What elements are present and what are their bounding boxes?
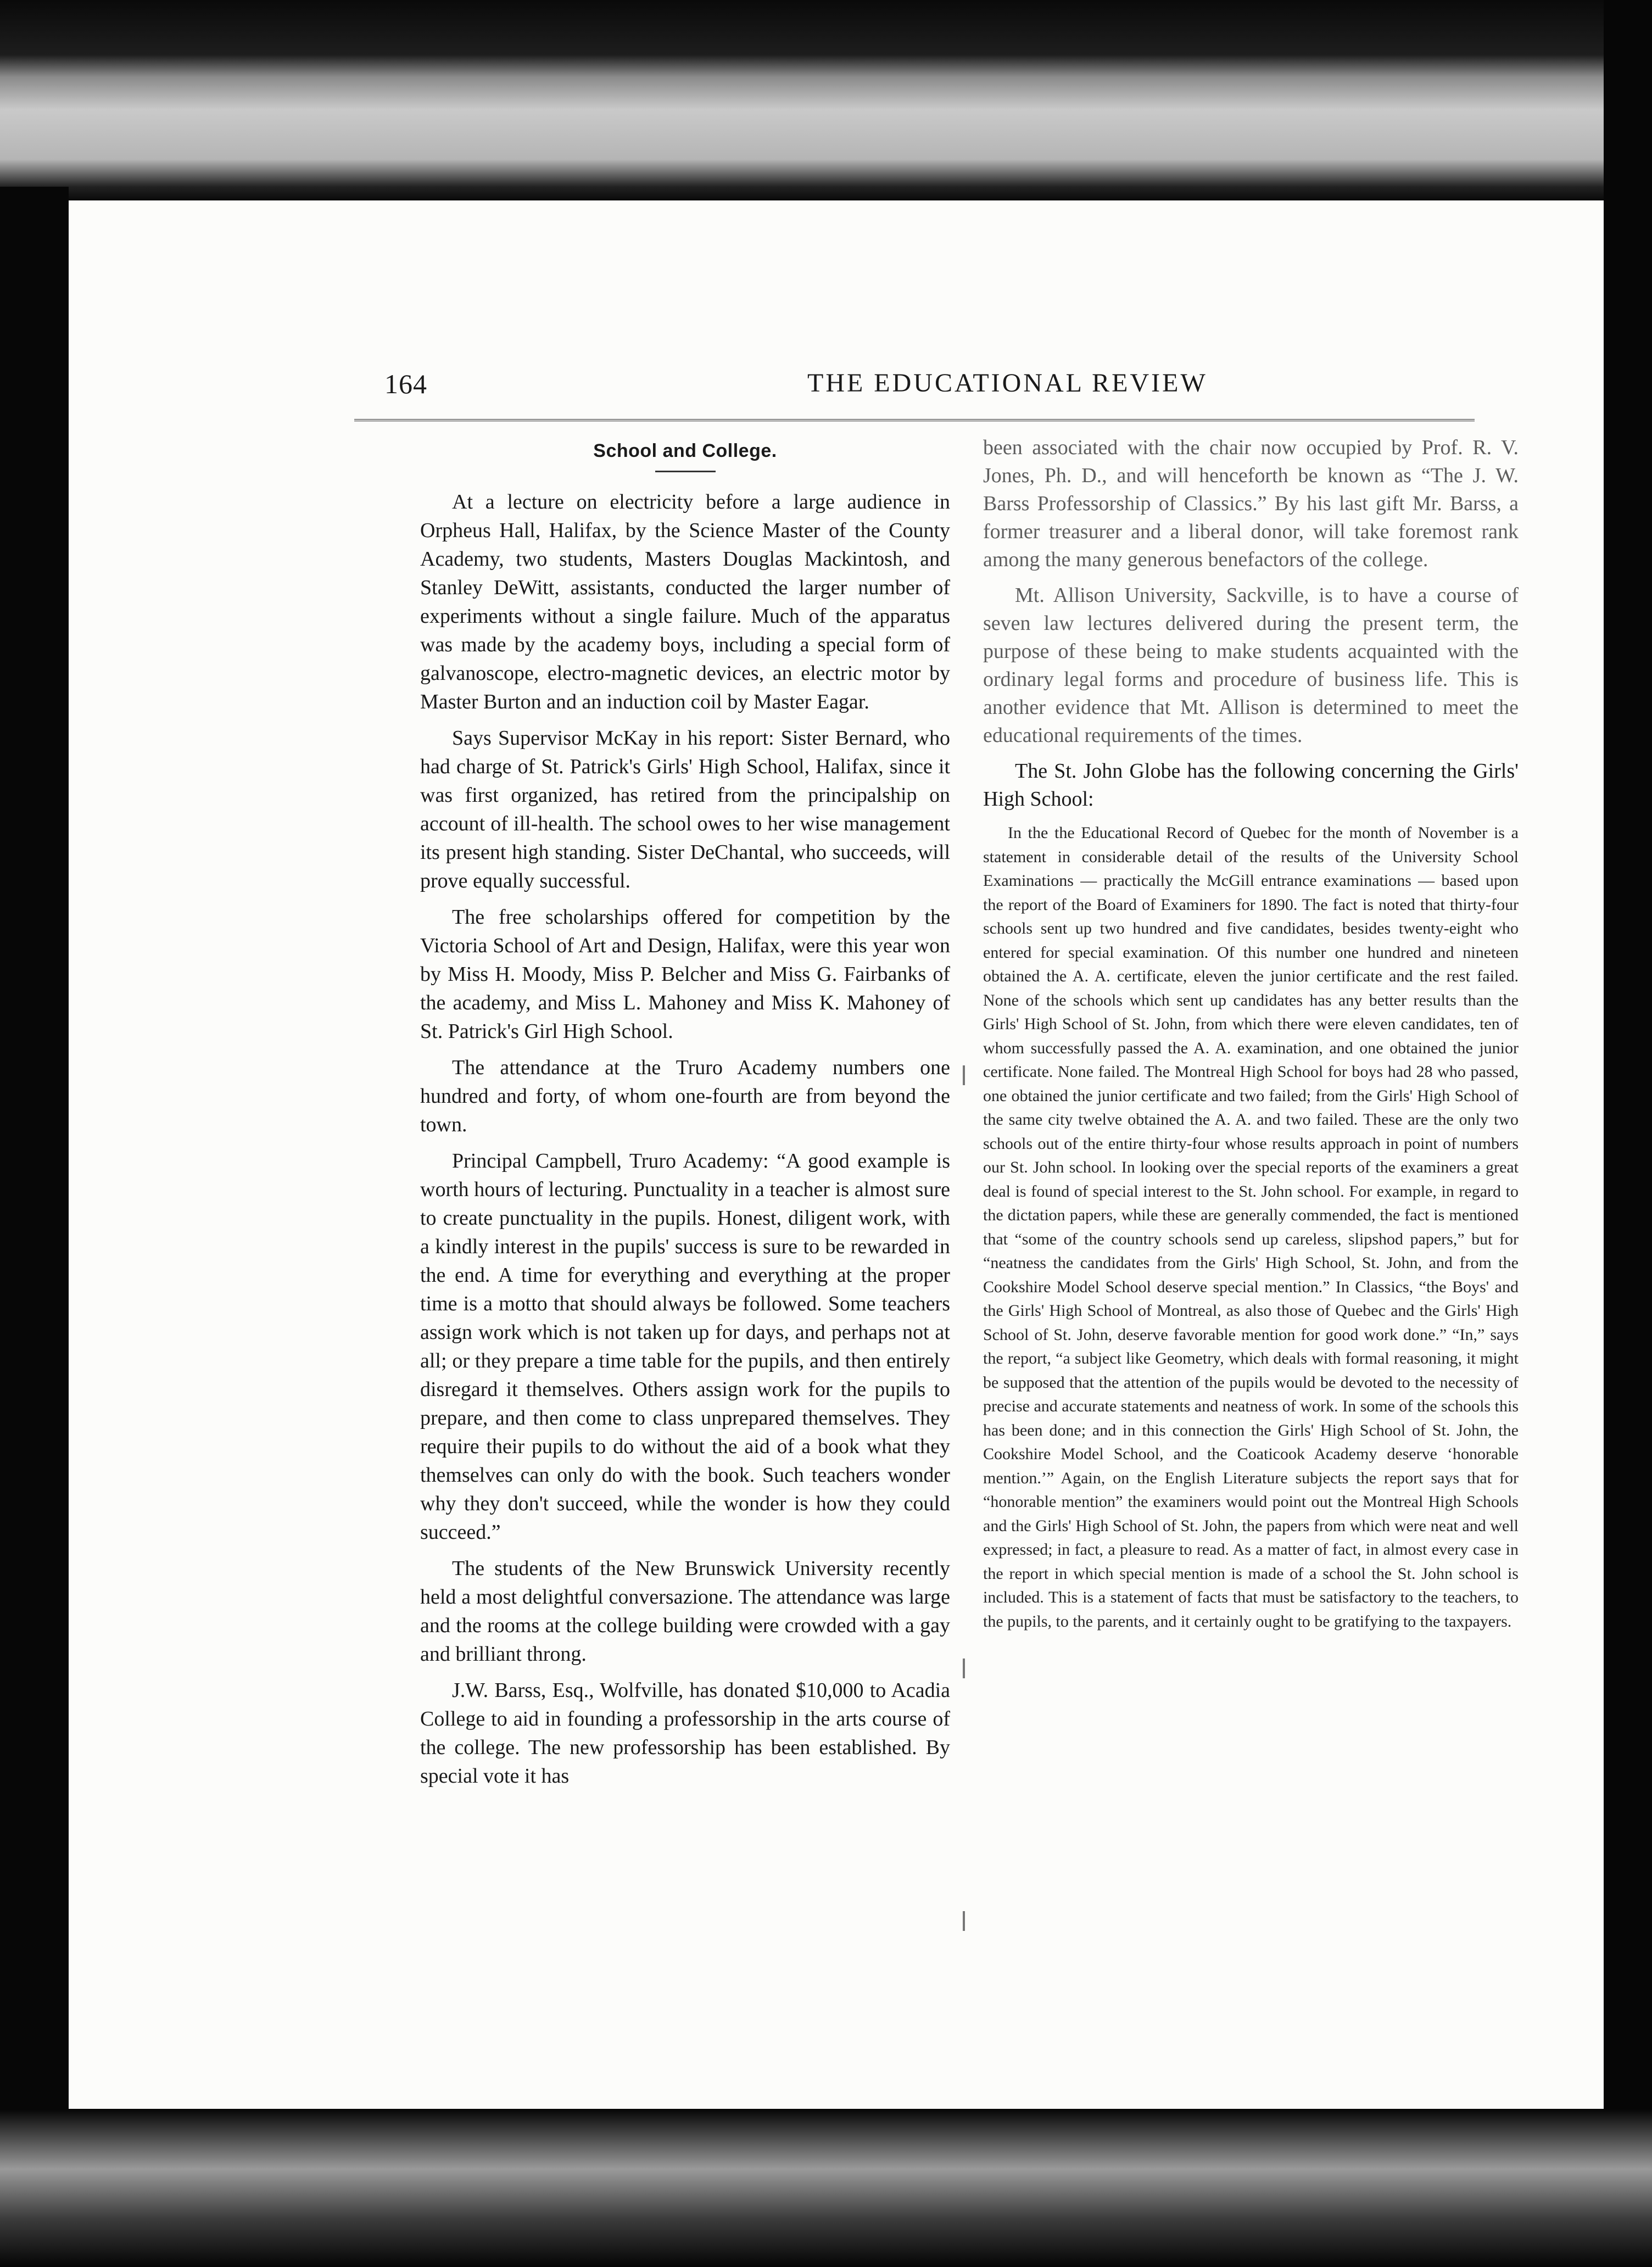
paragraph-supervisor-report: Says Supervisor McKay in his report: Sister Bernard, who had charge of St. Patrick's Girls' High School, Halifax, since it was first organized, has retired from the principalship on account of ill-health. The school owes to her wise management its present high standing. Sister DeChantal, who succeeds, will prove equally successful. [420, 727, 950, 892]
margin-mark [963, 1065, 965, 1085]
running-head [69, 368, 1604, 412]
heading-rule [655, 471, 716, 472]
quoted-passage-globe: In the the Educational Record of Quebec for the month of November is a statement in considerable detail of the results of the University School Examinations — practically the McGill entrance examinations — based upon the report of the Board of Examiners for 1890. The fact is noted that thirty-four schools sent up two hundred and five candidates, besides twenty-eight who entered for special examination. Of this number one hundred and nineteen obtained the A. A. certificate, eleven the junior certificate and the rest failed. None of the schools which sent up candidates has any better results than the Girls' High School of St. John, from which there were eleven candidates, ten of whom successfully passed the A. A. examination, and one obtained the junior certificate. None failed. The Montreal High School for boys had 28 who passed, one obtained the junior certificate and two failed; from the Girls' High School of the same city twelve obtained the A. A. and two failed. These are the only two schools out of the entire thirty-four whose results approach in point of numbers our St. John school. In looking over the special reports of the examiners a great deal is found of special interest to the St. John school. For example, in regard to the dictation papers, while these are generally commended, the fact is mentioned that “some of the country schools send up careless, slipshod papers,” but for “neatness the candidates from the Girls' High School, St. John, and from the Cookshire Model School deserve special mention.” In Classics, “the Boys' and the Girls' High School of Montreal, as also those of Quebec and the Girls' High School of St. John, deserve favorable mention for good work done.” “In,” says the report, “a subject like Geometry, which deals with formal reasoning, it might be supposed that the attention of the pupils would be devoted to the necessity of precise and accurate statements and neatness of work. In some of the schools this has been done; and in this connection the Girls' High School of St. John, the Cookshire Model School, and the Coaticook Academy deserve ‘honorable mention.’” Again, on the English Literature subjects the report says that for “honorable mention” the examiners would point out the Montreal High Schools and the Girls' High School of St. John, the papers from which were neat and well expressed; in fact, a pleasure to read. As a matter of fact, in almost every case in the report in which special mention is made of a school the St. John school is included. This is a statement of facts that must be satisfactory to the teachers, to the pupils, to the parents, and it certainly ought to be gratifying to the taxpayers. [983, 824, 1519, 1631]
paragraph-mt-allison: Mt. Allison University, Sackville, is to have a course of seven law lectures delivered during the present term, the purpose of these being to make students acquainted with the ordinary legal forms and procedure of business life. This is another evidence that Mt. Allison is determined to meet the educational requirements of the times. [983, 584, 1519, 747]
margin-mark [963, 1659, 965, 1678]
scanner-bottom-edge [0, 2109, 1652, 2267]
section-heading: School and College. [593, 440, 777, 461]
paragraph-conversazione: The students of the New Brunswick University recently held a most delightful conversazione. The attendance was large and the rooms at the college building were crowded with a gay and brilliant throng. [420, 1557, 950, 1666]
margin-mark [963, 1911, 965, 1931]
right-column [983, 434, 1519, 1635]
page-sheet [69, 200, 1604, 2109]
paragraph-truro-attendance: The attendance at the Truro Academy numbers one hundred and forty, of whom one-fourth are from beyond the town. [420, 1056, 950, 1136]
paragraph-globe-intro: The St. John Globe has the following concerning the Girls' High School: [983, 760, 1519, 811]
paragraph-electricity-lecture: At a lecture on electricity before a large audience in Orpheus Hall, Halifax, by the Science Master of the County Academy, two students, Masters Douglas Mackintosh, and Stanley DeWitt, assistants, conducted the larger number of experiments without a single failure. Much of the apparatus was made by the academy boys, including a special form of galvanoscope, electro-magnetic devices, an electric motor by Master Burton and an induction coil by Master Eagar. [420, 490, 950, 713]
header-rule [354, 419, 1475, 421]
left-column [420, 437, 950, 1798]
paragraph-barss-donation: J.W. Barss, Esq., Wolfville, has donated $10,000 to Acadia College to aid in founding a professorship in the arts course of the college. The new professorship has been established. By special vote it has [420, 1679, 950, 1788]
scanner-left-edge [0, 187, 69, 2164]
scanner-right-edge [1604, 0, 1652, 2267]
paragraph-scholarships: The free scholarships offered for competition by the Victoria School of Art and Design, Halifax, were this year won by Miss H. Moody, Miss P. Belcher and Miss G. Fairbanks of the academy, and Miss L. Mahoney and Miss K. Mahoney of St. Patrick's Girl High School. [420, 906, 950, 1043]
page-number: 164 [384, 368, 427, 399]
paragraph-principal-campbell: Principal Campbell, Truro Academy: “A good example is worth hours of lecturing. Punctuality in a teacher is almost sure to create punctuality in the pupils. Honest, diligent work, with a kindly interest in the pupils' success is sure to be rewarded in the end. A time for everything and everything at the proper time is a motto that should always be followed. Some teachers assign work which is not taken up for days, and perhaps not at all; or they prepare a time table for the pupils, and then entirely disregard it themselves. Others assign work for the pupils to prepare, and then come to class unprepared themselves. They require their pupils to do without the aid of a book what they themselves can only do with the book. Such teachers wonder why they don't succeed, while the wonder is how they could succeed.” [420, 1149, 950, 1544]
paragraph-barss-continued: been associated with the chair now occupied by Prof. R. V. Jones, Ph. D., and will henceforth be known as “The J. W. Barss Professorship of Classics.” By his last gift Mr. Barss, a former treasurer and a liberal donor, will take foremost rank among the many generous benefactors of the college. [983, 436, 1519, 571]
scanner-top-edge [0, 0, 1652, 203]
journal-title: THE EDUCATIONAL REVIEW [807, 368, 1208, 398]
